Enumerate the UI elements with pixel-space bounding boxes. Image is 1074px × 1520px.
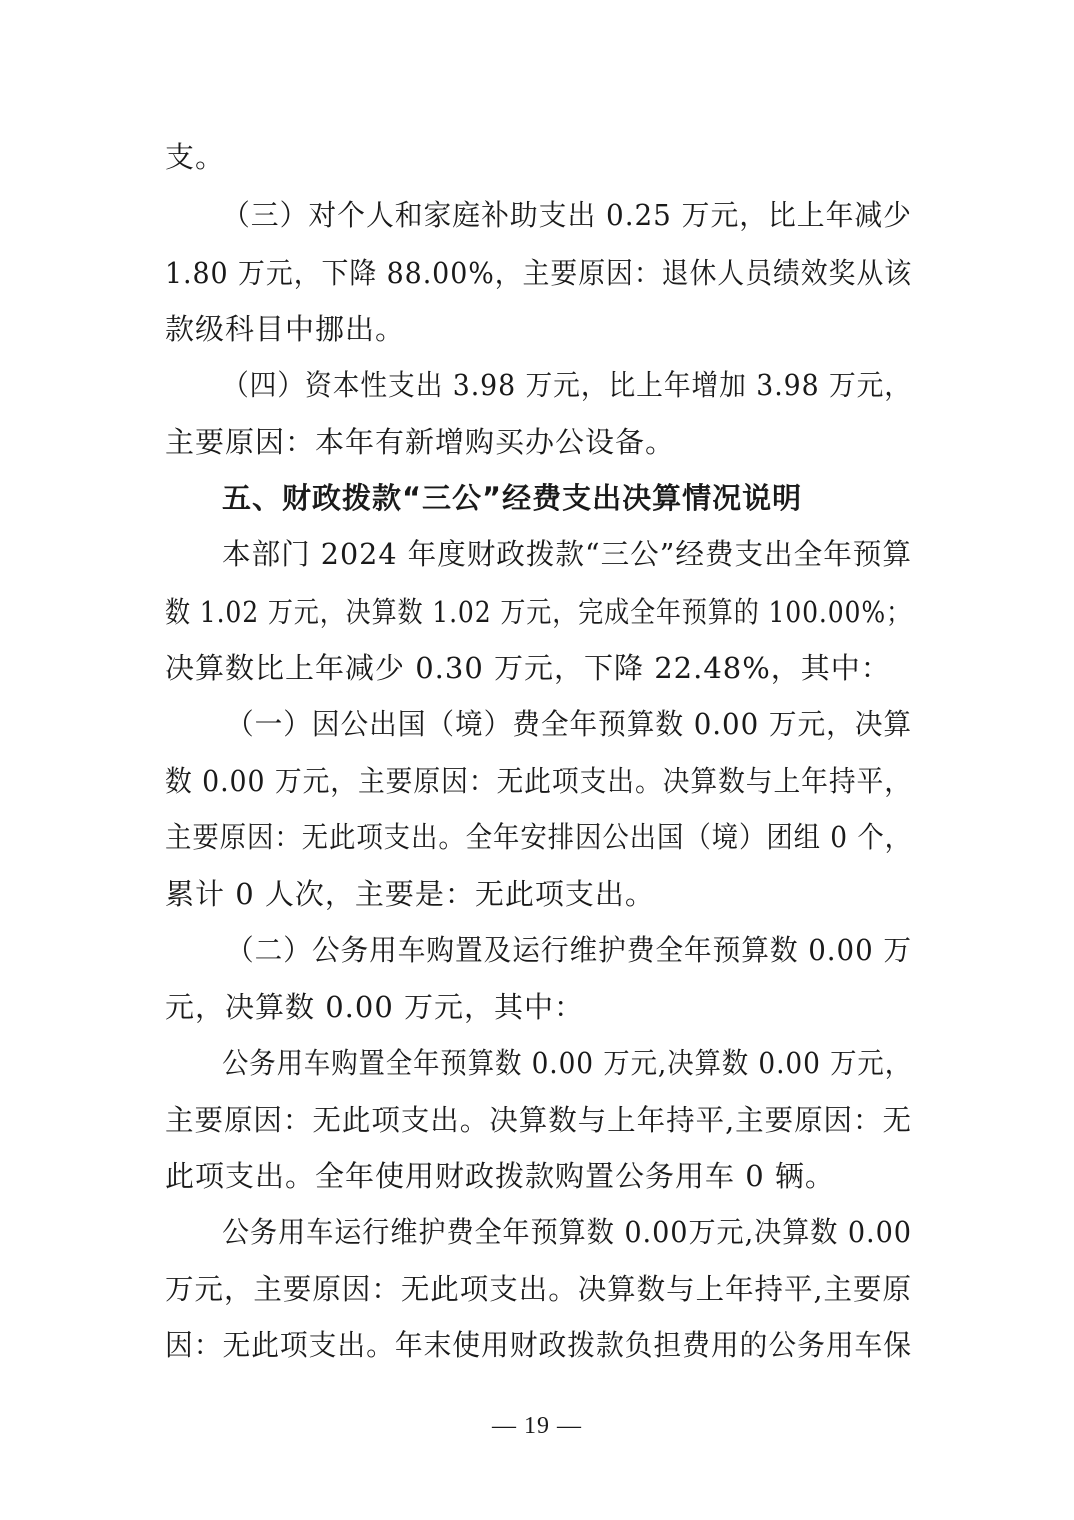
body-text: 支。 bbox=[165, 140, 226, 174]
body-line bbox=[0, 1325, 1074, 1365]
body-line bbox=[0, 1212, 1074, 1252]
body-text: 公务用车购置全年预算数 0.00 万元,决算数 0.00 万元， bbox=[222, 1046, 912, 1080]
body-line bbox=[0, 422, 1074, 462]
body-line bbox=[0, 1100, 1074, 1140]
body-line bbox=[0, 874, 1074, 914]
body-line bbox=[0, 195, 1074, 235]
page-number: — 19 — bbox=[492, 1413, 582, 1439]
body-text: （四）资本性支出 3.98 万元，比上年增加 3.98 万元， bbox=[222, 368, 912, 402]
body-text: 决算数比上年减少 0.30 万元，下降 22.48%，其中： bbox=[165, 651, 891, 685]
body-line bbox=[0, 1043, 1074, 1083]
section-heading bbox=[0, 478, 1074, 518]
body-line bbox=[0, 253, 1074, 293]
body-text: （一）因公出国（境）费全年预算数 0.00 万元，决算 bbox=[226, 707, 913, 741]
body-text: 1.80 万元，下降 88.00%，主要原因：退休人员绩效奖从该 bbox=[165, 256, 913, 290]
body-text: 主要原因：本年有新增购买办公设备。 bbox=[165, 425, 676, 459]
body-line bbox=[0, 1269, 1074, 1309]
body-text: 数 1.02 万元，决算数 1.02 万元，完成全年预算的 100.00%； bbox=[165, 595, 912, 629]
body-text: 此项支出。全年使用财政拨款购置公务用车 0 辆。 bbox=[165, 1159, 835, 1193]
body-text: 元，决算数 0.00 万元，其中： bbox=[165, 990, 585, 1024]
body-line bbox=[0, 365, 1074, 405]
body-line bbox=[0, 761, 1074, 801]
section-heading-text: 五、财政拨款“三公”经费支出决算情况说明 bbox=[222, 481, 803, 515]
body-text: 主要原因：无此项支出。决算数与上年持平,主要原因：无 bbox=[165, 1103, 913, 1137]
body-text: （三）对个人和家庭补助支出 0.25 万元，比上年减少 bbox=[222, 198, 912, 232]
body-text: 主要原因：无此项支出。全年安排因公出国（境）团组 0 个， bbox=[165, 820, 913, 854]
body-text: 累计 0 人次，主要是：无此项支出。 bbox=[165, 877, 655, 911]
body-line bbox=[0, 704, 1074, 744]
body-text: 公务用车运行维护费全年预算数 0.00万元,决算数 0.00 bbox=[222, 1215, 912, 1249]
body-line bbox=[0, 1156, 1074, 1196]
body-line bbox=[0, 930, 1074, 970]
body-text: 款级科目中挪出。 bbox=[165, 312, 406, 346]
body-line bbox=[0, 534, 1074, 574]
body-line bbox=[0, 648, 1074, 688]
body-text: 因：无此项支出。年末使用财政拨款负担费用的公务用车保 bbox=[165, 1328, 913, 1362]
body-line bbox=[0, 817, 1074, 857]
body-line bbox=[0, 987, 1074, 1027]
body-text: （二）公务用车购置及运行维护费全年预算数 0.00 万 bbox=[226, 933, 913, 967]
body-line bbox=[0, 137, 1074, 177]
body-text: 万元，主要原因：无此项支出。决算数与上年持平,主要原 bbox=[165, 1272, 913, 1306]
body-text: 本部门 2024 年度财政拨款“三公”经费支出全年预算 bbox=[222, 537, 912, 571]
body-text: 数 0.00 万元，主要原因：无此项支出。决算数与上年持平， bbox=[165, 764, 912, 798]
body-line bbox=[0, 592, 1074, 632]
body-line bbox=[0, 309, 1074, 349]
